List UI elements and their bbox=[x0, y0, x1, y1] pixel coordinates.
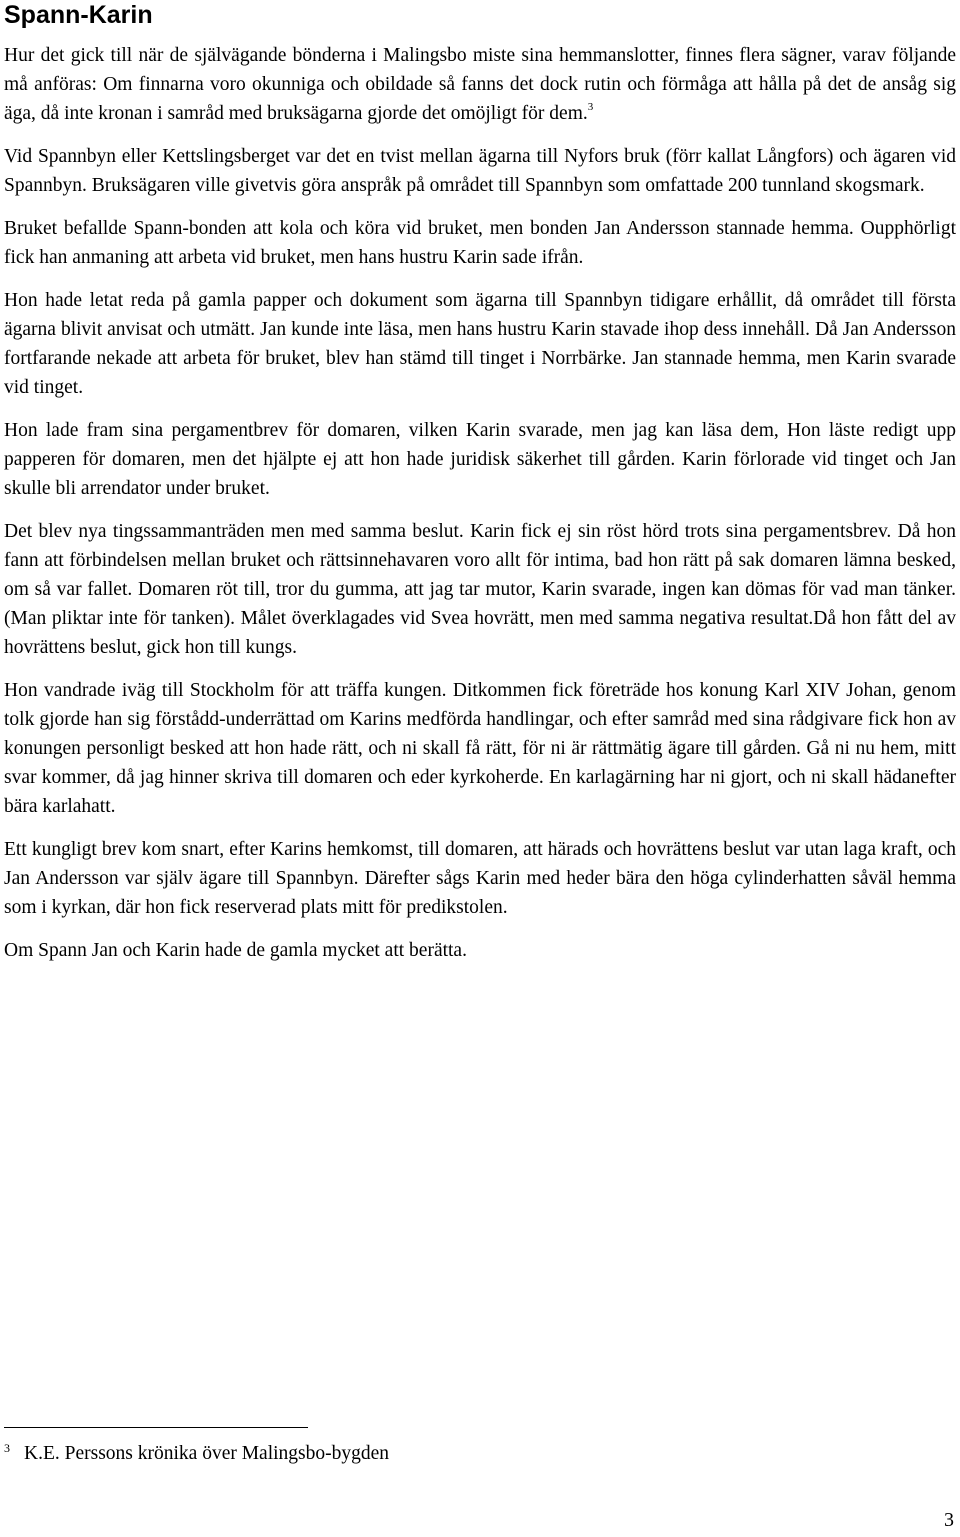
page-title: Spann-Karin bbox=[4, 1, 153, 29]
footnote-reference[interactable]: 3 bbox=[587, 100, 594, 113]
paragraph-7: Hon vandrade iväg till Stockholm för att träffa kungen. Ditkommen fick företräde hos konung Karl XIV Johan, genom tolk gjorde han sig förstådd-underrättad om Karins medförda handlingar, och efter samråd med sina rådgivare fick hon av konungen personligt besked att hon hade rätt, och ni skall få rätt, för ni är rättmätig ägare till gården. Gå ni nu hem, mitt svar kommer, då jag hinner skriva till domaren och eder kyrkoherde. En karlagärning har ni gjort, och ni skall hädanefter bära karlahatt. bbox=[4, 680, 956, 817]
document-body bbox=[4, 41, 956, 979]
footnote-number: 3 bbox=[4, 1440, 10, 1455]
paragraph-8: Ett kungligt brev kom snart, efter Karins hemkomst, till domaren, att härads och hovrättens beslut var utan laga kraft, och Jan Andersson var själv ägare till Spannbyn. Därefter sågs Karin med heder bära den höga cylinderhatten såväl hemma som i kyrkan, där hon fick reserverad plats mitt för predikstolen. bbox=[4, 839, 956, 918]
footnote-text: K.E. Perssons krönika över Malingsbo-bygden bbox=[24, 1443, 390, 1464]
paragraph-1-text: Hur det gick till när de självägande bönderna i Malingsbo miste sina hemmanslotter, finnes flera sägner, varav följande må anföras: Om finnarna voro okunniga och obildade så fanns det dock rutin och förmåga att hålla på det de ansåg sig äga, då inte kronan i samråd med bruksägarna gjorde det omöjligt för dem. bbox=[4, 45, 956, 124]
paragraph-3: Bruket befallde Spann-bonden att kola och köra vid bruket, men bonden Jan Andersson stannade hemma. Oupphörligt fick han anmaning att arbeta vid bruket, men hans hustru Karin sade ifrån. bbox=[4, 218, 956, 268]
paragraph-2: Vid Spannbyn eller Kettslingsberget var det en tvist mellan ägarna till Nyfors bruk (förr kallat Långfors) och ägaren vid Spannbyn. Bruksägaren ville givetvis göra anspråk på området till Spannbyn som omfattade 200 tunnland skogsmark. bbox=[4, 146, 956, 196]
paragraph-4: Hon hade letat reda på gamla papper och dokument som ägarna till Spannbyn tidigare erhållit, då området till första ägarna blivit anvisat och utmätt. Jan kunde inte läsa, men hans hustru Karin stavade ihop dess innehåll. Då Jan Andersson fortfarande nekade att arbeta för bruket, blev han stämd till tinget i Norrbärke. Jan stannade hemma, men Karin svarade vid tinget. bbox=[4, 290, 956, 398]
footnote bbox=[4, 1440, 389, 1468]
paragraph-1 bbox=[4, 41, 956, 128]
paragraph-5: Hon lade fram sina pergamentbrev för domaren, vilken Karin svarade, men jag kan läsa dem, Hon läste redigt upp papperen för domaren, men det hjälpte ej att hon hade juridisk säkerhet till gården. Karin förlorade vid tinget och Jan skulle bli arrendator under bruket. bbox=[4, 420, 956, 499]
paragraph-6: Det blev nya tingssammanträden men med samma beslut. Karin fick ej sin röst hörd trots sina pergamentsbrev. Då hon fann att förbindelsen mellan bruket och rättsinnehavaren voro allt för intima, bad hon rätt på sak domaren lämna besked, om så var fallet. Domaren röt till, tror du gumma, att jag tar mutor, Karin svarade, ingen kan dömas för vad man tänker. (Man pliktar inte för tanken). Målet överklagades vid Svea hovrätt, men med samma negativa resultat.Då hon fått del av hovrättens beslut, gick hon till kungs. bbox=[4, 521, 956, 658]
page-number: 3 bbox=[944, 1509, 954, 1531]
footnote-divider bbox=[4, 1427, 308, 1428]
paragraph-9: Om Spann Jan och Karin hade de gamla mycket att berätta. bbox=[4, 940, 467, 961]
